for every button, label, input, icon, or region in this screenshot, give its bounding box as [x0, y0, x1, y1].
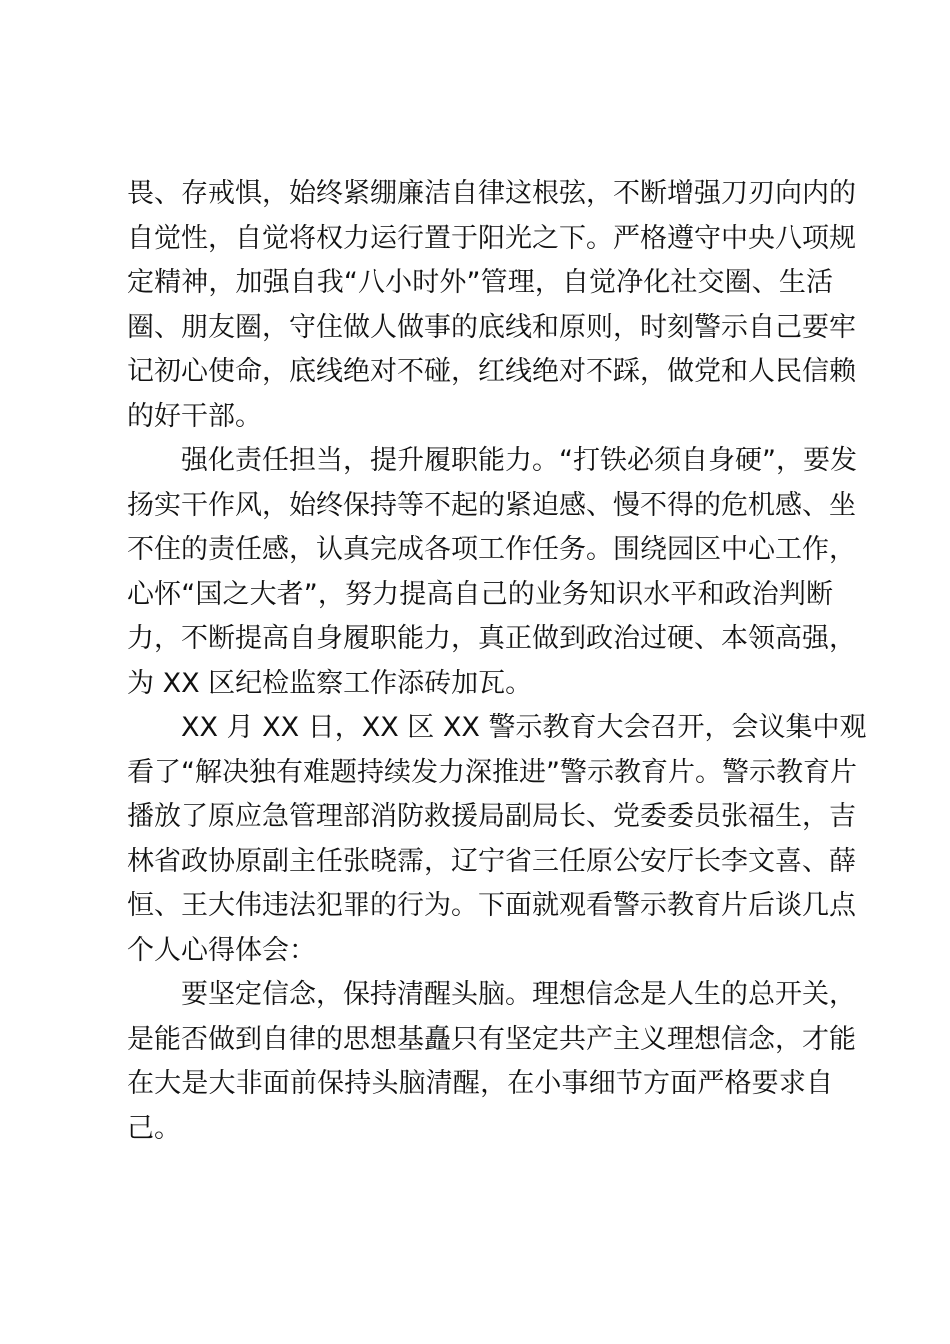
- text-line: 力，不断提高自身履职能力，真正做到政治过硬、本领高强，: [127, 623, 856, 654]
- text-line: 圈、朋友圈，守住做人做事的底线和原则，时刻警示自己要牢: [127, 311, 856, 343]
- text-line: 定精神，加强自我“八小时外”管理，自觉净化社交圈、生活: [127, 267, 833, 298]
- text-line: XX 月 XX 日，XX 区 XX 警示教育大会召开，会议集中观: [181, 712, 867, 743]
- text-line: 扬实干作风，始终保持等不起的紧迫感、慢不得的危机感、坐: [127, 489, 856, 521]
- text-line: 看了“解决独有难题持续发力深推进”警示教育片。警示教育片: [127, 756, 857, 788]
- paragraph-2: [127, 439, 857, 706]
- text-line: 在大是大非面前保持头脑清醒，在小事细节方面严格要求自: [127, 1068, 833, 1099]
- text-line: 强化责任担当，提升履职能力。“打铁必须自身硬”，要发: [181, 445, 857, 476]
- text-line: 畏、存戒惧，始终紧绷廉洁自律这根弦，不断增强刀刃向内的: [127, 178, 856, 209]
- text-line: 要坚定信念，保持清醒头脑。理想信念是人生的总开关，: [181, 979, 856, 1010]
- text-line: 为 XX 区纪检监察工作添砖加瓦。: [127, 667, 533, 699]
- paragraph-1: [127, 172, 856, 439]
- text-line: 自觉性，自觉将权力运行置于阳光之下。严格遵守中央八项规: [127, 222, 856, 254]
- text-line: 个人心得体会：: [127, 934, 316, 966]
- text-line: 是能否做到自律的思想基矗只有坚定共产主义理想信念，才能: [127, 1023, 856, 1055]
- text-line: 恒、王大伟违法犯罪的行为。下面就观看警示教育片后谈几点: [127, 890, 856, 921]
- text-line: 不住的责任感，认真完成各项工作任务。围绕园区中心工作，: [127, 534, 856, 565]
- text-line: 的好干部。: [127, 400, 262, 432]
- paragraph-3: [127, 706, 867, 973]
- text-line: 心怀“国之大者”，努力提高自己的业务知识水平和政治判断: [127, 578, 833, 610]
- document-body: [127, 172, 867, 1151]
- text-line: 林省政协原副主任张晓霈，辽宁省三任原公安厅长李文喜、薛: [127, 845, 856, 877]
- paragraph-4: [127, 973, 856, 1151]
- text-line: 己。: [127, 1112, 181, 1144]
- text-line: 播放了原应急管理部消防救援局副局长、党委委员张福生，吉: [127, 801, 856, 832]
- text-line: 记初心使命，底线绝对不碰，红线绝对不踩，做党和人民信赖: [127, 356, 856, 387]
